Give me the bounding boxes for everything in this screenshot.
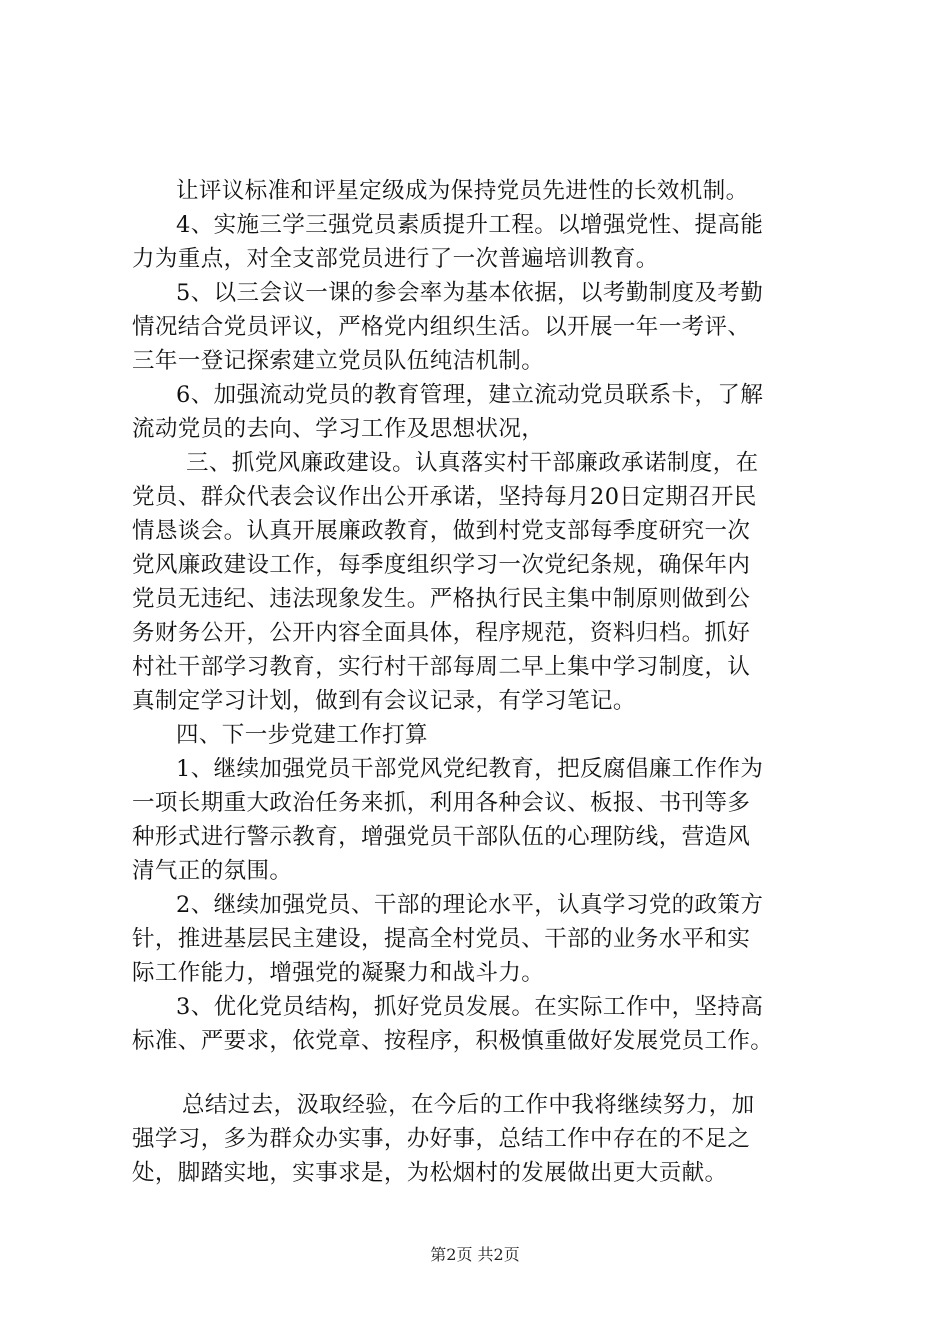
text-line: 5、以三会议一课的参会率为基本依据，以考勤制度及考勤 bbox=[176, 280, 764, 306]
text-line: 处，脚踏实地，实事求是，为松烟村的发展做出更大贡献。 bbox=[132, 1160, 728, 1186]
text-line: 3、优化党员结构，抓好党员发展。在实际工作中，坚持高 bbox=[176, 994, 764, 1020]
text-line: 标准、严要求，依党章、按程序，积极慎重做好发展党员工作。 bbox=[132, 1028, 774, 1054]
text-line: 三年一登记探索建立党员队伍纯洁机制。 bbox=[132, 348, 545, 374]
text-line: 三、抓党风廉政建设。认真落实村干部廉政承诺制度，在 bbox=[186, 450, 759, 476]
text-line: 6、加强流动党员的教育管理，建立流动党员联系卡，了解 bbox=[176, 382, 764, 408]
text-line: 针，推进基层民主建设，提高全村党员、干部的业务水平和实 bbox=[132, 926, 751, 952]
text-line: 总结过去，汲取经验，在今后的工作中我将继续努力，加 bbox=[182, 1092, 755, 1118]
text-line: 四、下一步党建工作打算 bbox=[176, 722, 428, 748]
text-line: 清气正的氛围。 bbox=[132, 858, 293, 884]
text-line: 党员、群众代表会议作出公开承诺，坚持每月20日定期召开民 bbox=[132, 484, 757, 510]
text-line: 2、继续加强党员、干部的理论水平，认真学习党的政策方 bbox=[176, 892, 764, 918]
text-line: 情恳谈会。认真开展廉政教育，做到村党支部每季度研究一次 bbox=[132, 518, 751, 544]
text-line: 一项长期重大政治任务来抓，利用各种会议、板报、书刊等多 bbox=[132, 790, 751, 816]
text-line: 情况结合党员评议，严格党内组织生活。以开展一年一考评、 bbox=[132, 314, 751, 340]
text-line: 1、继续加强党员干部党风党纪教育，把反腐倡廉工作作为 bbox=[176, 756, 764, 782]
text-line: 党员无违纪、违法现象发生。严格执行民主集中制原则做到公 bbox=[132, 586, 751, 612]
paragraph-gap bbox=[132, 1058, 832, 1088]
text-line: 真制定学习计划，做到有会议记录，有学习笔记。 bbox=[132, 688, 636, 714]
text-line: 让评议标准和评星定级成为保持党员先进性的长效机制。 bbox=[176, 178, 749, 204]
text-line: 村社干部学习教育，实行村干部每周二早上集中学习制度，认 bbox=[132, 654, 751, 680]
text-line: 党风廉政建设工作，每季度组织学习一次党纪条规，确保年内 bbox=[132, 552, 751, 578]
text-line: 力为重点，对全支部党员进行了一次普遍培训教育。 bbox=[132, 246, 659, 272]
text-line: 4、实施三学三强党员素质提升工程。以增强党性、提高能 bbox=[176, 212, 764, 238]
document-body bbox=[132, 174, 832, 1190]
text-line: 际工作能力，增强党的凝聚力和战斗力。 bbox=[132, 960, 545, 986]
text-line: 强学习，多为群众办实事，办好事，总结工作中存在的不足之 bbox=[132, 1126, 751, 1152]
text-line: 务财务公开，公开内容全面具体，程序规范，资料归档。抓好 bbox=[132, 620, 751, 646]
page-footer: 第2页 共2页 bbox=[430, 1245, 520, 1264]
text-line: 流动党员的去向、学习工作及思想状况， bbox=[132, 416, 545, 442]
text-line: 种形式进行警示教育，增强党员干部队伍的心理防线，营造风 bbox=[132, 824, 751, 850]
